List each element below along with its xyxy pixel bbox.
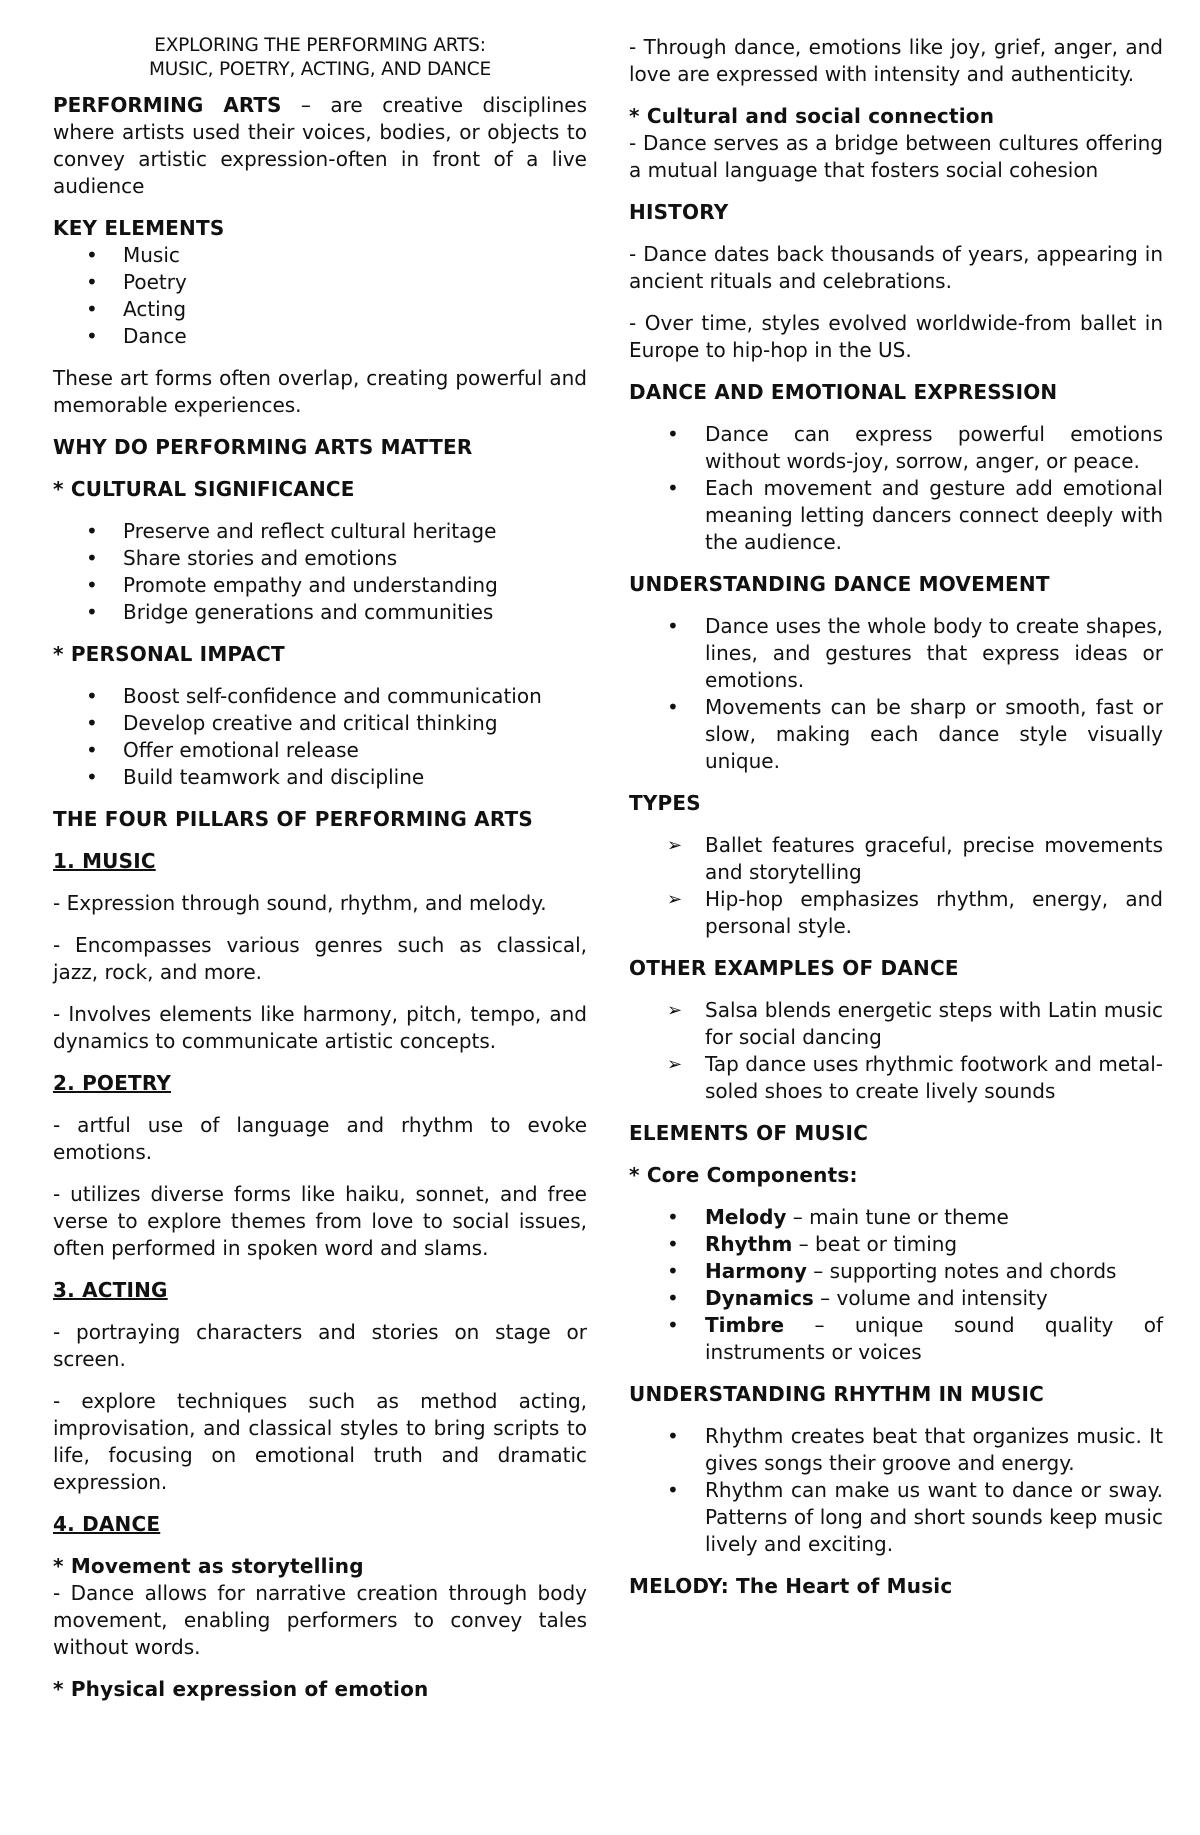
term-description: – main tune or theme bbox=[786, 1205, 1009, 1229]
left-column bbox=[53, 34, 587, 1835]
acting-heading: 3. ACTING bbox=[53, 1278, 168, 1302]
term-description: – unique sound quality of instruments or voices bbox=[705, 1313, 1163, 1364]
core-components-list bbox=[629, 1204, 1163, 1366]
list-item: • Preserve and reflect cultural heritage bbox=[53, 518, 587, 545]
dance-movement-heading: UNDERSTANDING DANCE MOVEMENT bbox=[629, 572, 1050, 596]
history-paragraph: - Over time, styles evolved worldwide-from ballet in Europe to hip-hop in the US. bbox=[629, 311, 1163, 362]
list-item: • Build teamwork and discipline bbox=[53, 764, 587, 791]
music-paragraph: - Involves elements like harmony, pitch, tempo, and dynamics to communicate artistic concepts. bbox=[53, 1002, 587, 1053]
emotional-expression-heading: DANCE AND EMOTIONAL EXPRESSION bbox=[629, 380, 1058, 404]
acting-paragraph: - explore techniques such as method acting, improvisation, and classical styles to bring scripts to life, focusing on emotional truth and dramatic expression. bbox=[53, 1389, 587, 1494]
list-item: • Dance can express powerful emotions without words-joy, sorrow, anger, or peace. bbox=[629, 421, 1163, 475]
storytelling-paragraph: - Dance allows for narrative creation through body movement, enabling performers to convey tales without words. bbox=[53, 1581, 587, 1659]
poetry-heading: 2. POETRY bbox=[53, 1071, 172, 1095]
list-item bbox=[629, 1258, 1163, 1285]
list-item: ➢ Ballet features graceful, precise movements and storytelling bbox=[629, 832, 1163, 886]
physical-expression-heading: * Physical expression of emotion bbox=[53, 1677, 429, 1701]
definition-paragraph bbox=[53, 92, 587, 200]
types-heading: TYPES bbox=[629, 791, 701, 815]
list-item: • Poetry bbox=[53, 269, 587, 296]
other-examples-heading: OTHER EXAMPLES OF DANCE bbox=[629, 956, 959, 980]
rhythm-heading: UNDERSTANDING RHYTHM IN MUSIC bbox=[629, 1382, 1044, 1406]
why-heading: WHY DO PERFORMING ARTS MATTER bbox=[53, 435, 473, 459]
list-item: • Promote empathy and understanding bbox=[53, 572, 587, 599]
list-item: • Movements can be sharp or smooth, fast or slow, making each dance style visually unique. bbox=[629, 694, 1163, 775]
storytelling-heading: * Movement as storytelling bbox=[53, 1554, 364, 1578]
term: Timbre bbox=[705, 1313, 785, 1337]
term: Harmony bbox=[705, 1259, 807, 1283]
list-item: • Music bbox=[53, 242, 587, 269]
melody-heading: MELODY: The Heart of Music bbox=[629, 1574, 953, 1598]
key-elements-list bbox=[53, 242, 587, 350]
cultural-significance-list bbox=[53, 518, 587, 626]
list-item: • Develop creative and critical thinking bbox=[53, 710, 587, 737]
history-heading: HISTORY bbox=[629, 200, 729, 224]
acting-paragraph: - portraying characters and stories on stage or screen. bbox=[53, 1320, 587, 1371]
list-item bbox=[629, 1204, 1163, 1231]
term-description: – supporting notes and chords bbox=[806, 1259, 1117, 1283]
list-item: • Boost self-confidence and communication bbox=[53, 683, 587, 710]
history-paragraph: - Dance dates back thousands of years, appearing in ancient rituals and celebrations. bbox=[629, 242, 1163, 293]
list-item: • Offer emotional release bbox=[53, 737, 587, 764]
emotional-expression-list bbox=[629, 421, 1163, 556]
list-item: • Bridge generations and communities bbox=[53, 599, 587, 626]
list-item: • Each movement and gesture add emotional meaning letting dancers connect deeply with the audience. bbox=[629, 475, 1163, 556]
list-item: ➢ Tap dance uses rhythmic footwork and metal-soled shoes to create lively sounds bbox=[629, 1051, 1163, 1105]
list-item: • Dance bbox=[53, 323, 587, 350]
music-heading: 1. MUSIC bbox=[53, 849, 156, 873]
list-item: • Dance uses the whole body to create shapes, lines, and gestures that express ideas or emotions. bbox=[629, 613, 1163, 694]
title-line-2: MUSIC, POETRY, ACTING, AND DANCE bbox=[148, 59, 491, 80]
rhythm-list bbox=[629, 1423, 1163, 1558]
list-item: • Rhythm can make us want to dance or sway. Patterns of long and short sounds keep music lively and exciting. bbox=[629, 1477, 1163, 1558]
dance-heading: 4. DANCE bbox=[53, 1512, 161, 1536]
list-item: • Rhythm creates beat that organizes music. It gives songs their groove and energy. bbox=[629, 1423, 1163, 1477]
term: Melody bbox=[705, 1205, 787, 1229]
core-components-heading: * Core Components: bbox=[629, 1163, 858, 1187]
list-item: • Acting bbox=[53, 296, 587, 323]
other-examples-list bbox=[629, 997, 1163, 1105]
title-line-1: EXPLORING THE PERFORMING ARTS: bbox=[154, 35, 486, 56]
document-title bbox=[53, 34, 587, 82]
key-elements-heading: KEY ELEMENTS bbox=[53, 216, 225, 240]
term: Rhythm bbox=[705, 1232, 793, 1256]
cultural-connection-paragraph: - Dance serves as a bridge between cultures offering a mutual language that fosters social cohesion bbox=[629, 131, 1163, 182]
list-item: ➢ Salsa blends energetic steps with Latin music for social dancing bbox=[629, 997, 1163, 1051]
poetry-paragraph: - utilizes diverse forms like haiku, sonnet, and free verse to explore themes from love to social issues, often performed in spoken word and slams. bbox=[53, 1182, 587, 1260]
cultural-significance-heading: * CULTURAL SIGNIFICANCE bbox=[53, 477, 355, 501]
list-item bbox=[629, 1285, 1163, 1312]
dance-movement-list bbox=[629, 613, 1163, 775]
overlap-paragraph: These art forms often overlap, creating powerful and memorable experiences. bbox=[53, 366, 587, 417]
list-item: ➢ Hip-hop emphasizes rhythm, energy, and personal style. bbox=[629, 886, 1163, 940]
four-pillars-heading: THE FOUR PILLARS OF PERFORMING ARTS bbox=[53, 807, 534, 831]
term-description: – beat or timing bbox=[792, 1232, 958, 1256]
list-item bbox=[629, 1231, 1163, 1258]
definition-text: – are creative disciplines where artists used their voices, bodies, or objects to convey artistic expression-often in front of a live audience bbox=[53, 93, 587, 198]
definition-term: PERFORMING ARTS bbox=[53, 93, 282, 117]
cultural-connection-heading: * Cultural and social connection bbox=[629, 104, 995, 128]
elements-of-music-heading: ELEMENTS OF MUSIC bbox=[629, 1121, 869, 1145]
right-column bbox=[629, 34, 1163, 1835]
term-description: – volume and intensity bbox=[813, 1286, 1048, 1310]
personal-impact-heading: * PERSONAL IMPACT bbox=[53, 642, 285, 666]
list-item bbox=[629, 1312, 1163, 1366]
term: Dynamics bbox=[705, 1286, 814, 1310]
music-paragraph: - Expression through sound, rhythm, and melody. bbox=[53, 891, 547, 915]
poetry-paragraph: - artful use of language and rhythm to evoke emotions. bbox=[53, 1113, 587, 1164]
personal-impact-list bbox=[53, 683, 587, 791]
list-item: • Share stories and emotions bbox=[53, 545, 587, 572]
music-paragraph: - Encompasses various genres such as classical, jazz, rock, and more. bbox=[53, 933, 587, 984]
types-list bbox=[629, 832, 1163, 940]
emotion-paragraph: - Through dance, emotions like joy, grief, anger, and love are expressed with intensity and authenticity. bbox=[629, 35, 1163, 86]
